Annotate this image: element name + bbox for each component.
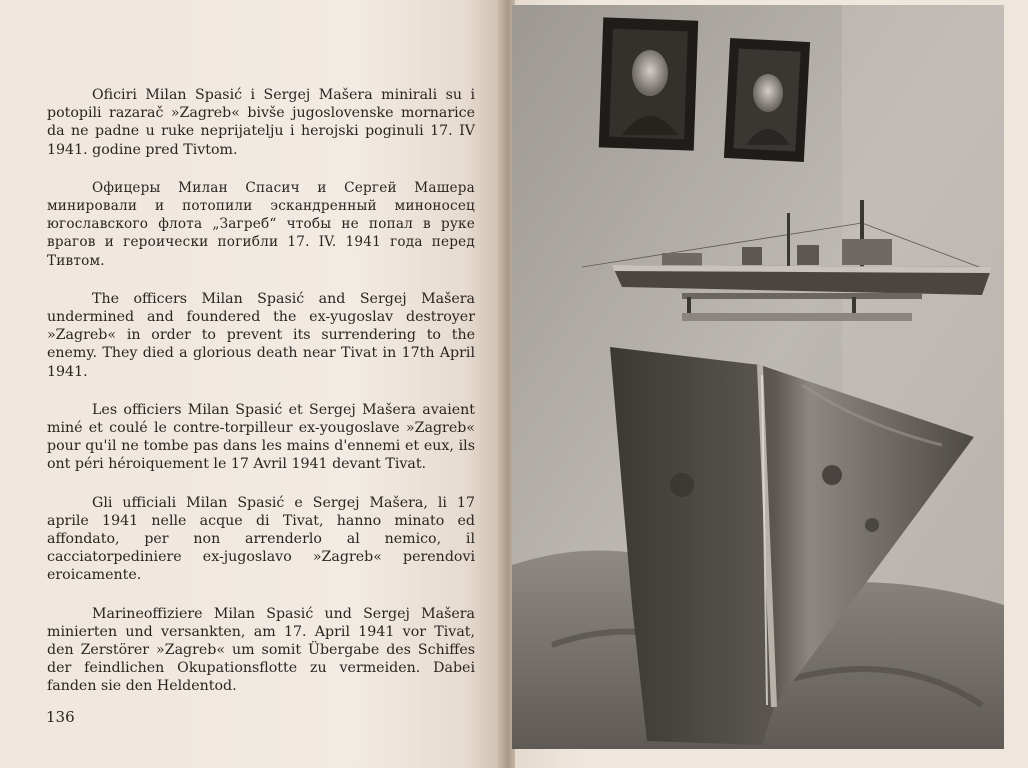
portrait-frame-left xyxy=(599,17,698,150)
portrait-frame-right xyxy=(724,38,810,162)
paragraph-english: The officers Milan Spasić and Sergej Mašera undermined and foundered the ex-yugoslav destroyer »Zagreb« in order to prevent its surrendering to the enemy. They died a glorious death near Tivat in 17th April 1941. xyxy=(47,290,475,380)
paragraph-serbian: Oficiri Milan Spasić i Sergej Mašera minirali su i potopili razarač »Zagreb« bivše jugoslovenske mornarice da ne padne u ruke neprijatelju i herojski poginuli 17. IV 1941. godine pred Tivtom. xyxy=(47,87,475,158)
text-block xyxy=(47,86,475,716)
paragraph-italian: Gli ufficiali Milan Spasić e Sergej Mašera, li 17 aprile 1941 nelle acque di Tivat, hanno minato ed affondato, per non arrenderlo al nemico, il cacciatorpediniere ex-jugoslavo »Zagreb« perendovi eroicamente. xyxy=(47,494,475,584)
page-number: 136 xyxy=(46,708,75,726)
paragraph-russian: Офицеры Милан Спасич и Сергей Машера минировали и потопили эскандренный миноносец югославского флота „Загреб“ чтобы не попал в руке врагов и героически погибли 17. IV. 1941 года перед Тивтом. xyxy=(47,179,475,269)
photo-illustration xyxy=(512,5,1004,749)
left-page xyxy=(0,0,505,768)
museum-photo xyxy=(512,5,1004,749)
paragraph-german: Marineoffiziere Milan Spasić und Sergej Mašera minierten und versankten, am 17. April 1941 vor Tivat, den Zerstörer »Zagreb« um somit Übergabe des Schiffes der feindlichen Okupationsflotte zu vermeiden. Dabei fanden sie den Heldentod. xyxy=(47,605,475,695)
paragraph-french: Les officiers Milan Spasić et Sergej Mašera avaient miné et coulé le contre-torpilleur ex-yougoslave »Zagreb« pour qu'il ne tombe pas dans les mains d'ennemi et eux, ils ont péri héroiquement le 17 Avril 1941 devant Tivat. xyxy=(47,401,475,473)
